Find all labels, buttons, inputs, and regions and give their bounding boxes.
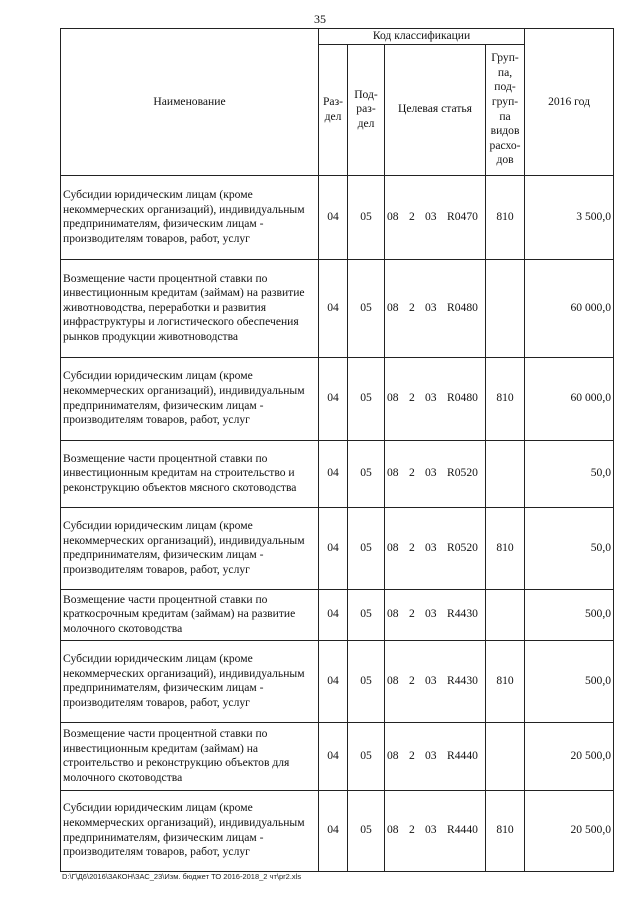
target-subprogram: 2	[409, 540, 415, 554]
row-section: 04	[319, 259, 348, 357]
row-name: Возмещение части процентной ставки по краткосрочным кредитам (займам) на развитие молочного скотоводства	[61, 589, 319, 640]
row-section: 04	[319, 790, 348, 871]
target-direction: R4430	[447, 607, 478, 621]
row-section: 04	[319, 175, 348, 259]
row-subsection: 05	[348, 640, 385, 722]
target-subprogram: 2	[409, 209, 415, 223]
target-program: 08	[387, 823, 399, 837]
row-group	[486, 589, 525, 640]
target-subprogram: 2	[409, 823, 415, 837]
row-target	[385, 507, 486, 589]
row-section: 04	[319, 357, 348, 440]
row-target	[385, 259, 486, 357]
header-row-top	[61, 29, 614, 45]
target-subprogram: 2	[409, 466, 415, 480]
target-event: 03	[425, 300, 437, 314]
row-amount: 20 500,0	[525, 790, 614, 871]
row-group: 810	[486, 357, 525, 440]
row-amount: 20 500,0	[525, 722, 614, 790]
row-amount: 50,0	[525, 507, 614, 589]
target-subprogram: 2	[409, 673, 415, 687]
header-year: 2016 год	[525, 29, 614, 176]
target-event: 03	[425, 540, 437, 554]
row-group: 810	[486, 175, 525, 259]
row-amount: 60 000,0	[525, 259, 614, 357]
table-row	[61, 175, 614, 259]
target-direction: R0480	[447, 300, 478, 314]
row-section: 04	[319, 722, 348, 790]
row-section: 04	[319, 589, 348, 640]
target-direction: R0520	[447, 540, 478, 554]
row-name: Возмещение части процентной ставки по инвестиционным кредитам на строительство и реконструкцию объектов мясного скотоводства	[61, 440, 319, 507]
target-subprogram: 2	[409, 607, 415, 621]
row-target	[385, 357, 486, 440]
budget-table	[60, 28, 614, 872]
row-section: 04	[319, 440, 348, 507]
row-target	[385, 722, 486, 790]
row-name: Возмещение части процентной ставки по инвестиционным кредитам (займам) на развитие животноводства, переработки и развития инфраструктуры и логистического обеспечения рынков продукции животноводства	[61, 259, 319, 357]
target-subprogram: 2	[409, 748, 415, 762]
row-amount: 500,0	[525, 640, 614, 722]
row-name: Субсидии юридическим лицам (кроме некоммерческих организаций), индивидуальным предпринимателям, физическим лицам - производителям товаров, работ, услуг	[61, 640, 319, 722]
table-row	[61, 357, 614, 440]
row-group: 810	[486, 640, 525, 722]
target-program: 08	[387, 607, 399, 621]
row-group: 810	[486, 790, 525, 871]
target-program: 08	[387, 209, 399, 223]
row-target	[385, 440, 486, 507]
row-name: Субсидии юридическим лицам (кроме некоммерческих организаций), индивидуальным предпринимателям, физическим лицам - производителям товаров, работ, услуг	[61, 790, 319, 871]
row-name: Субсидии юридическим лицам (кроме некоммерческих организаций), индивидуальным предпринимателям, физическим лицам - производителям товаров, работ, услуг	[61, 357, 319, 440]
row-subsection: 05	[348, 722, 385, 790]
target-direction: R0470	[447, 209, 478, 223]
row-subsection: 05	[348, 357, 385, 440]
table-row	[61, 440, 614, 507]
row-group	[486, 722, 525, 790]
row-section: 04	[319, 507, 348, 589]
target-direction: R0520	[447, 466, 478, 480]
header-code-group: Код классификации	[319, 29, 525, 45]
target-event: 03	[425, 607, 437, 621]
header-section: Раз- дел	[319, 44, 348, 175]
target-direction: R4440	[447, 748, 478, 762]
target-direction: R4440	[447, 823, 478, 837]
row-section: 04	[319, 640, 348, 722]
row-amount: 500,0	[525, 589, 614, 640]
target-subprogram: 2	[409, 300, 415, 314]
target-event: 03	[425, 466, 437, 480]
target-event: 03	[425, 673, 437, 687]
row-group: 810	[486, 507, 525, 589]
header-subsection: Под- раз- дел	[348, 44, 385, 175]
target-program: 08	[387, 748, 399, 762]
target-program: 08	[387, 391, 399, 405]
target-program: 08	[387, 466, 399, 480]
target-subprogram: 2	[409, 391, 415, 405]
target-event: 03	[425, 823, 437, 837]
row-subsection: 05	[348, 589, 385, 640]
row-subsection: 05	[348, 790, 385, 871]
header-target: Целевая статья	[385, 44, 486, 175]
page-number: 35	[314, 12, 326, 26]
row-target	[385, 790, 486, 871]
target-event: 03	[425, 209, 437, 223]
row-name: Возмещение части процентной ставки по инвестиционным кредитам (займам) на строительство и реконструкцию объектов для молочного скотоводства	[61, 722, 319, 790]
header-name: Наименование	[61, 29, 319, 176]
table-row	[61, 507, 614, 589]
row-target	[385, 640, 486, 722]
row-subsection: 05	[348, 259, 385, 357]
row-subsection: 05	[348, 507, 385, 589]
row-subsection: 05	[348, 440, 385, 507]
row-amount: 3 500,0	[525, 175, 614, 259]
table-row	[61, 790, 614, 871]
target-program: 08	[387, 540, 399, 554]
header-expense-group: Груп- па, под- груп- па видов расхо- дов	[486, 44, 525, 175]
target-event: 03	[425, 391, 437, 405]
table-row	[61, 640, 614, 722]
row-amount: 50,0	[525, 440, 614, 507]
target-program: 08	[387, 673, 399, 687]
row-group	[486, 259, 525, 357]
file-path-footer: D:\Г\Д6\2016\ЗАКОН\ЗАС_23\Изм. бюджет ТО 2016-2018_2 чт\pr2.xls	[62, 872, 302, 881]
target-direction: R4430	[447, 673, 478, 687]
table-row	[61, 722, 614, 790]
row-amount: 60 000,0	[525, 357, 614, 440]
row-subsection: 05	[348, 175, 385, 259]
row-target	[385, 589, 486, 640]
target-program: 08	[387, 300, 399, 314]
table-row	[61, 589, 614, 640]
target-direction: R0480	[447, 391, 478, 405]
row-group	[486, 440, 525, 507]
row-name: Субсидии юридическим лицам (кроме некоммерческих организаций), индивидуальным предпринимателям, физическим лицам - производителям товаров, работ, услуг	[61, 507, 319, 589]
target-event: 03	[425, 748, 437, 762]
row-name: Субсидии юридическим лицам (кроме некоммерческих организаций), индивидуальным предпринимателям, физическим лицам - производителям товаров, работ, услуг	[61, 175, 319, 259]
table-row	[61, 259, 614, 357]
row-target	[385, 175, 486, 259]
